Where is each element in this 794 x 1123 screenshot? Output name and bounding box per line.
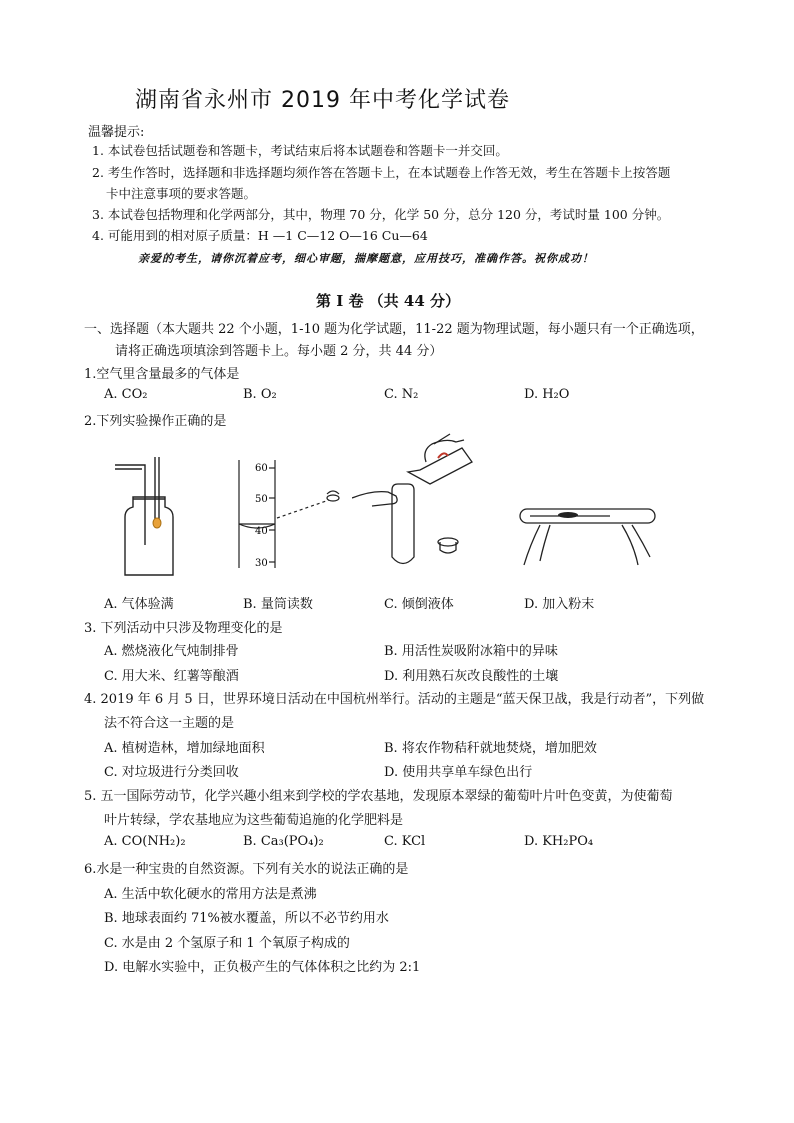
q2-option-a: A. 气体验满 <box>104 597 174 612</box>
q4-option-b: B. 将农作物秸秆就地焚烧，增加肥效 <box>384 741 597 756</box>
q6-option-b: B. 地球表面约 71%被水覆盖，所以不必节约用水 <box>104 911 389 926</box>
q3-option-a: A. 燃烧液化气炖制排骨 <box>104 644 239 659</box>
q5-option-a: A. CO(NH₂)₂ <box>104 834 186 849</box>
pouring-liquid-figure <box>352 432 482 577</box>
q2-option-c: C. 倾倒液体 <box>384 597 454 612</box>
question-5-stem-cont: 叶片转绿，学农基地应为这些葡萄追施的化学肥料是 <box>104 813 404 828</box>
tip-item: 4. 可能用到的相对原子质量：H —1 C—12 O—16 Cu—64 <box>92 228 428 243</box>
q1-option-b: B. O₂ <box>243 387 277 402</box>
instructions-line: 一、选择题（本大题共 22 个小题，1-10 题为化学试题，11-22 题为物理试题，每小题只有一个正确选项， <box>84 322 704 337</box>
tips-heading: 温馨提示: <box>88 125 145 140</box>
q6-option-d: D. 电解水实验中，正负极产生的气体体积之比约为 2:1 <box>104 960 421 975</box>
question-4-stem-cont: 法不符合这一主题的是 <box>104 716 235 731</box>
tip-item: 卡中注意事项的要求答题。 <box>106 186 257 201</box>
question-2-stem: 2.下列实验操作正确的是 <box>84 414 227 429</box>
q5-option-d: D. KH₂PO₄ <box>524 834 594 849</box>
q1-option-a: A. CO₂ <box>104 387 148 402</box>
q6-option-c: C. 水是由 2 个氢原子和 1 个氧原子构成的 <box>104 936 350 951</box>
section-heading: 第 I 卷 （共 44 分） <box>316 292 461 310</box>
q2-option-b: B. 量筒读数 <box>243 597 313 612</box>
question-5-stem: 5. 五一国际劳动节，化学兴趣小组来到学校的学农基地，发现原本翠绿的葡萄叶片叶色变黄，为使葡萄 <box>84 789 673 804</box>
gas-bottle-figure <box>105 455 185 580</box>
question-6-stem: 6.水是一种宝贵的自然资源。下列有关水的说法正确的是 <box>84 862 409 877</box>
question-3-stem: 3. 下列活动中只涉及物理变化的是 <box>84 621 283 636</box>
q1-option-d: D. H₂O <box>524 387 570 402</box>
question-4-stem: 4. 2019 年 6 月 5 日，世界环境日活动在中国杭州举行。活动的主题是“蓝天保卫战，我是行动者”，下列做 <box>84 692 705 707</box>
tip-item: 1. 本试卷包括试题卷和答题卡，考试结束后将本试题卷和答题卡一并交回。 <box>92 143 508 158</box>
tip-item: 3. 本试卷包括物理和化学两部分，其中，物理 70 分，化学 50 分，总分 120 分，考试时量 100 分钟。 <box>92 207 670 222</box>
scale-tick-30: 30 <box>255 558 268 569</box>
scale-tick-60: 60 <box>255 463 268 474</box>
q4-option-d: D. 使用共享单车绿色出行 <box>384 765 533 780</box>
tip-item: 2. 考生作答时，选择题和非选择题均须作答在答题卡上，在本试题卷上作答无效，考生在答题卡上按答题 <box>92 165 671 180</box>
q4-option-c: C. 对垃圾进行分类回收 <box>104 765 239 780</box>
instructions-line: 请将正确选项填涂到答题卡上。每小题 2 分，共 44 分） <box>115 344 443 359</box>
q2-option-d: D. 加入粉末 <box>524 597 595 612</box>
q5-option-b: B. Ca₃(PO₄)₂ <box>243 834 324 849</box>
graduated-cylinder-figure <box>225 458 355 578</box>
page-title: 湖南省永州市 2019 年中考化学试卷 <box>135 88 510 113</box>
q3-option-d: D. 利用熟石灰改良酸性的土壤 <box>384 669 559 684</box>
q4-option-a: A. 植树造林，增加绿地面积 <box>104 741 265 756</box>
q6-option-a: A. 生活中软化硬水的常用方法是煮沸 <box>104 887 317 902</box>
question-1-stem: 1.空气里含量最多的气体是 <box>84 367 240 382</box>
q3-option-c: C. 用大米、红薯等酿酒 <box>104 669 239 684</box>
scale-tick-50: 50 <box>255 494 268 505</box>
q1-option-c: C. N₂ <box>384 387 419 402</box>
scale-tick-40: 40 <box>255 526 268 537</box>
q3-option-b: B. 用活性炭吸附冰箱中的异味 <box>384 644 558 659</box>
motto: 亲爱的考生，请你沉着应考，细心审题，揣摩题意，应用技巧，准确作答。祝你成功！ <box>138 252 594 265</box>
q5-option-c: C. KCl <box>384 834 426 849</box>
adding-powder-figure <box>510 495 670 575</box>
